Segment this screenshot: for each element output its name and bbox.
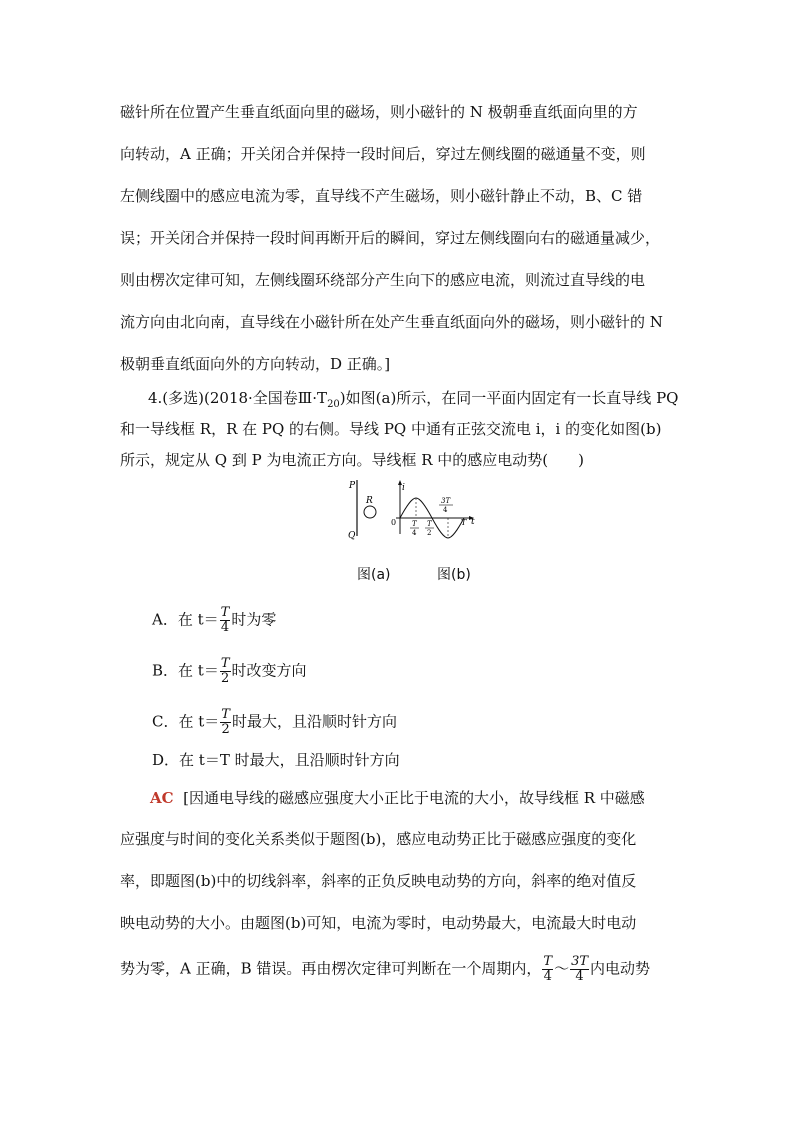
- text-line: 磁针所在位置产生垂直纸面向里的磁场，则小磁针的 N 极朝垂直纸面向里的方: [120, 103, 638, 121]
- fraction-den: 2: [221, 671, 230, 686]
- tilde: ～: [554, 959, 570, 978]
- tick-3T4-num: 3T: [441, 497, 451, 505]
- text-line: 极朝垂直纸面向外的方向转动，D 正确。]: [120, 355, 391, 373]
- tick-T4-num: T: [412, 520, 417, 528]
- fraction: [570, 955, 589, 984]
- fraction: [542, 955, 553, 984]
- option-B: [152, 657, 307, 686]
- option-A-prefix: A．在 t＝: [152, 610, 219, 629]
- option-D: D．在 t＝T 时最大，且沿顺时针方向: [152, 751, 400, 769]
- answer-text: 势为零，A 正确，B 错误。再由楞次定律可判断在一个周期内，: [120, 959, 542, 978]
- option-C-prefix: C．在 t＝: [152, 712, 220, 731]
- text-line: 则由楞次定律可知，左侧线圈环绕部分产生向下的感应电流，则流过直导线的电: [120, 271, 646, 289]
- fraction-den: 4: [575, 969, 584, 984]
- question-subscript: 20: [327, 399, 340, 410]
- option-C-suffix: 时最大，且沿顺时针方向: [231, 712, 397, 731]
- fraction: [220, 708, 231, 737]
- question-line-3: 所示，规定从 Q 到 P 为电流正方向。导线框 R 中的感应电动势( ): [120, 451, 584, 469]
- fraction: [220, 657, 231, 686]
- fraction: [220, 606, 231, 635]
- text-line: 向转动，A 正确；开关闭合并保持一段时间后，穿过左侧线圈的磁通量不变，则: [120, 145, 646, 163]
- option-A-suffix: 时为零: [231, 610, 277, 629]
- caption-b: 图(b): [437, 567, 471, 583]
- fraction-num: T: [543, 954, 553, 969]
- question-figure: [340, 478, 490, 546]
- label-R: R: [366, 496, 373, 506]
- label-0: 0: [391, 518, 397, 527]
- option-B-suffix: 时改变方向: [231, 661, 307, 680]
- tick-T2-num: T: [427, 520, 432, 528]
- label-i: i: [402, 483, 405, 493]
- question-line-2: 和一导线框 R，R 在 PQ 的右侧。导线 PQ 中通有正弦交流电 i，i 的变化如图(b): [120, 420, 662, 438]
- answer-text: [因通电导线的磁感应强度大小正比于电流的大小，故导线框 R 中磁感: [183, 789, 645, 807]
- label-P: P: [349, 481, 356, 491]
- text-line: 误；开关闭合并保持一段时间再断开后的瞬间，穿过左侧线圈向右的磁通量减少，: [120, 229, 661, 247]
- label-t: t: [471, 517, 475, 527]
- fraction-num: T: [220, 656, 230, 671]
- answer-line-last: [120, 955, 680, 984]
- label-Q: Q: [348, 531, 356, 541]
- answer-line: 映电动势的大小。由题图(b)可知，电流为零时，电动势最大，电流最大时电动: [120, 914, 637, 932]
- label-T: T: [461, 518, 467, 527]
- fraction-den: 4: [543, 969, 552, 984]
- answer-key: AC: [150, 789, 174, 807]
- loop-R: [364, 506, 376, 518]
- option-C: [152, 708, 397, 737]
- fraction-num: 3T: [571, 954, 589, 969]
- tick-T2-den: 2: [427, 529, 432, 537]
- option-B-prefix: B．在 t＝: [152, 661, 219, 680]
- tick-T4-den: 4: [412, 529, 417, 537]
- question-prefix: 4.(多选)(2018·全国卷Ⅲ·T: [148, 389, 328, 407]
- answer-line: 率，即题图(b)中的切线斜率，斜率的正负反映电动势的方向，斜率的绝对值反: [120, 872, 637, 890]
- text-line: 流方向由北向南，直导线在小磁针所在处产生垂直纸面向外的磁场，则小磁针的 N: [120, 313, 663, 331]
- answer-line-1: [150, 788, 710, 808]
- question-line-1: [148, 388, 708, 415]
- answer-line: 应强度与时间的变化关系类似于题图(b)，感应电动势正比于磁感应强度的变化: [120, 830, 637, 848]
- fraction-num: T: [221, 707, 230, 722]
- answer-suffix: 内电动势: [590, 959, 651, 978]
- question-suffix: )如图(a)所示，在同一平面内固定有一长直导线 PQ: [339, 389, 679, 407]
- caption-a: 图(a): [357, 567, 391, 583]
- fraction-den: 4: [220, 620, 230, 635]
- fraction-den: 2: [221, 722, 230, 737]
- fraction-num: T: [220, 605, 230, 620]
- text-line: 左侧线圈中的感应电流为零，直导线不产生磁场，则小磁针静止不动，B、C 错: [120, 187, 643, 205]
- option-A: [152, 606, 276, 635]
- tick-3T4-den: 4: [443, 506, 448, 514]
